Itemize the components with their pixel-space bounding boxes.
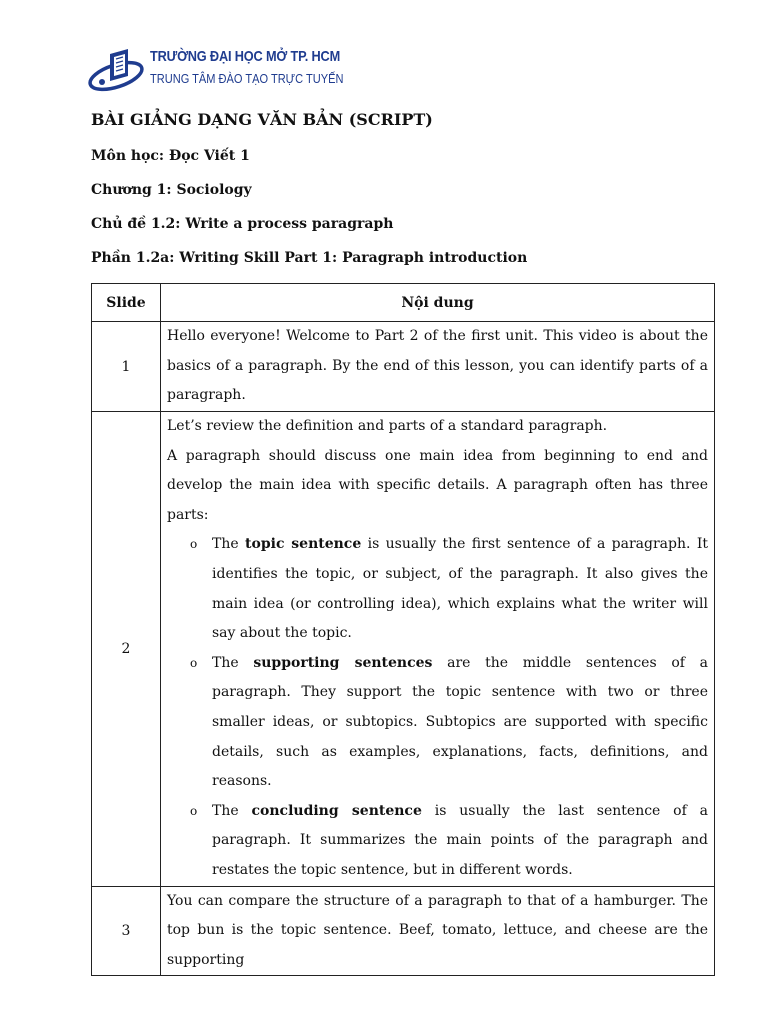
term-concluding-sentence: concluding sentence	[251, 802, 422, 819]
chapter-line: Chương 1: Sociology	[91, 182, 252, 198]
slide-number: 3	[92, 886, 161, 976]
bullet-text: is usually the last sentence of a paragraph. It summarizes the main points of the paragraph and restates the topic sentence, but in different words.	[212, 802, 708, 878]
logo-university-name: TRƯỜNG ĐẠI HỌC MỞ TP. HCM	[150, 48, 341, 65]
slide-content: Hello everyone! Welcome to Part 2 of the first unit. This video is about the basics of a paragraph. By the end of this lesson, you can identify parts of a paragraph.	[161, 322, 715, 412]
subject-line: Môn học: Đọc Viết 1	[91, 148, 250, 164]
list-item	[190, 797, 708, 886]
column-header-slide: Slide	[92, 284, 161, 322]
intro-sentence: Let’s review the definition and parts of a standard paragraph.	[167, 418, 608, 434]
table-row	[92, 322, 715, 412]
table-row	[92, 886, 715, 976]
book-logo-icon	[88, 46, 148, 92]
document-title: BÀI GIẢNG DẠNG VĂN BẢN (SCRIPT)	[91, 110, 433, 129]
bullet-lead: The	[212, 654, 254, 671]
list-item	[190, 530, 708, 648]
bullet-lead: The	[212, 802, 252, 819]
slide-content: You can compare the structure of a paragraph to that of a hamburger. The top bun is the topic sentence. Beef, tomato, lettuce, and cheese are the supporting	[161, 886, 715, 976]
topic-line: Chủ đề 1.2: Write a process paragraph	[91, 216, 394, 232]
column-header-content: Nội dung	[161, 284, 715, 322]
part-line: Phần 1.2a: Writing Skill Part 1: Paragraph introduction	[91, 250, 528, 266]
circle-bullet-icon: o	[190, 803, 198, 818]
intro-paragraph: A paragraph should discuss one main idea from beginning to end and develop the main idea with specific details. A paragraph often has three parts:	[167, 447, 708, 523]
table-header-row	[92, 284, 715, 322]
paragraph-parts-list	[190, 530, 708, 885]
slide-number: 1	[92, 322, 161, 412]
slide-content	[161, 412, 715, 887]
university-logo	[88, 44, 344, 94]
circle-bullet-icon: o	[190, 655, 198, 670]
table-row	[92, 412, 715, 887]
term-topic-sentence: topic sentence	[245, 536, 362, 553]
bullet-text: is usually the first sentence of a paragraph. It identifies the topic, or subject, of the paragraph. It also gives the main idea (or controlling idea), which explains what the writer will say about the topic.	[212, 536, 709, 642]
term-supporting-sentences: supporting sentences	[253, 654, 433, 671]
logo-center-name: TRUNG TÂM ĐÀO TẠO TRỰC TUYẾN	[150, 71, 344, 86]
list-item	[190, 649, 708, 797]
slide-number: 2	[92, 412, 161, 887]
script-table	[91, 283, 715, 976]
circle-bullet-icon: o	[190, 537, 198, 552]
bullet-lead: The	[212, 536, 246, 553]
bullet-text: are the middle sentences of a paragraph. They support the topic sentence with two or three smaller ideas, or subtopics. Subtopics are supported with specific details, such as examples, explanations, facts, definitions, and reasons.	[212, 654, 708, 790]
